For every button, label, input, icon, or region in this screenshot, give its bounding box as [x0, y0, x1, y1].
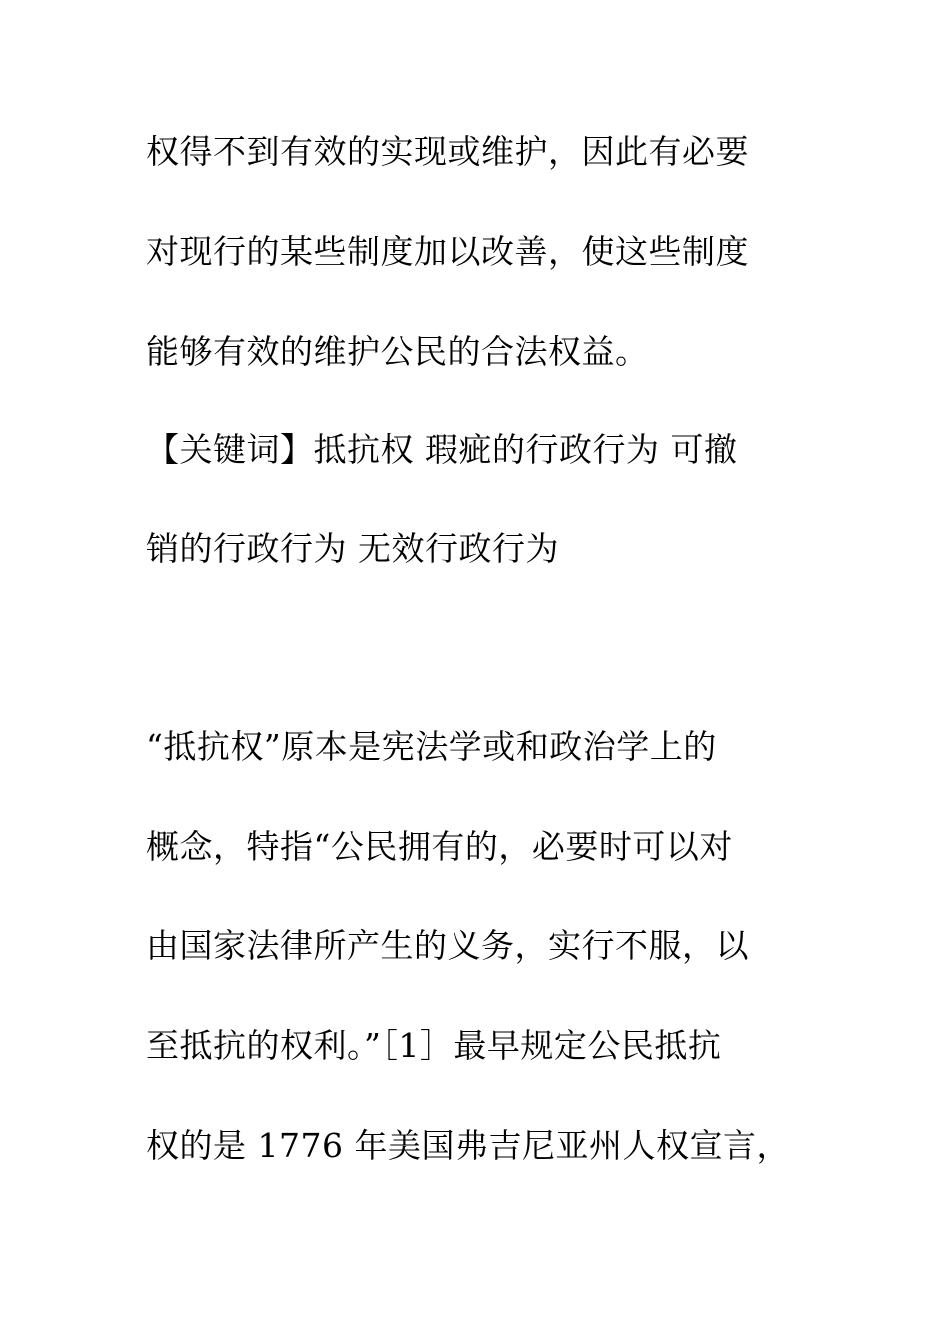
- text-line: 至抵抗的权利。”［1］最早规定公民抵抗: [146, 1026, 722, 1065]
- text-line: 对现行的某些制度加以改善，使这些制度: [146, 232, 749, 271]
- text-line: 概念，特指“公民拥有的，必要时可以对: [146, 827, 733, 866]
- keywords-line: 【关键词】抵抗权 瑕疵的行政行为 可撤: [146, 430, 738, 469]
- text-line: 权得不到有效的实现或维护，因此有必要: [146, 132, 749, 171]
- text-line: 权的是 1776 年美国弗吉尼亚州人权宣言，: [146, 1126, 790, 1165]
- text-line: 能够有效的维护公民的合法权益。: [146, 332, 649, 371]
- keywords-line: 销的行政行为 无效行政行为: [146, 529, 559, 568]
- text-line: 由国家法律所产生的义务，实行不服，以: [146, 926, 749, 965]
- text-line: “抵抗权”原本是宪法学或和政治学上的: [146, 727, 717, 766]
